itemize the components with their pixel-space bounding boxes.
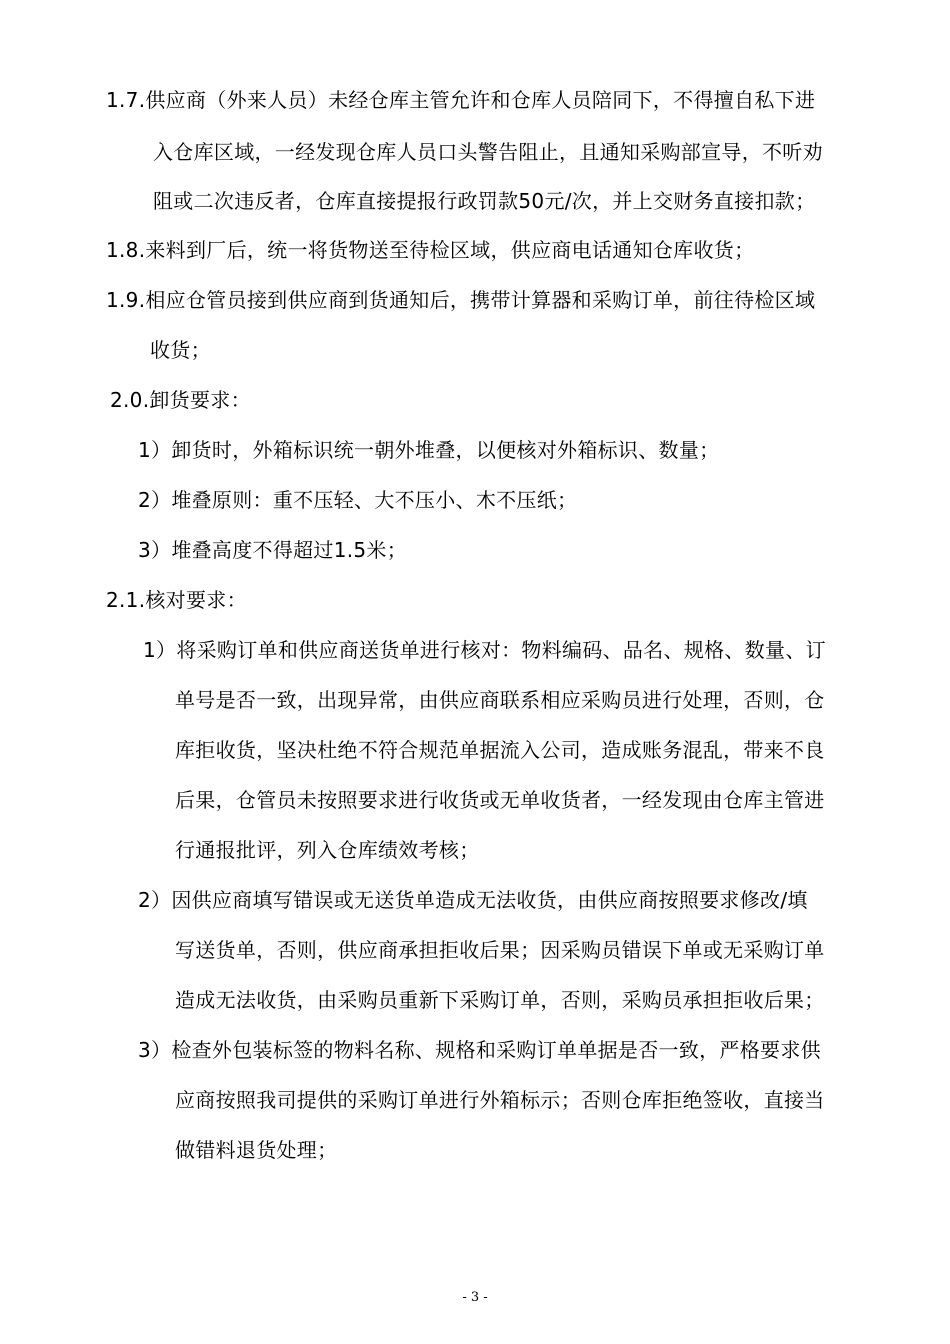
clause-1-9-line-2: 收货；	[150, 338, 211, 362]
check-item-3-line-2: 应商按照我司提供的采购订单进行外箱标示；否则仓库拒绝签收，直接当	[175, 1088, 825, 1112]
check-item-3-line-3: 做错料退货处理；	[175, 1138, 338, 1162]
clause-1-7-line-3: 阻或二次违反者，仓库直接提报行政罚款50元/次，并上交财务直接扣款；	[153, 189, 816, 213]
page-number: - 3 -	[462, 1290, 488, 1305]
unloading-item-2: 2）堆叠原则：重不压轻、大不压小、木不压纸；	[138, 488, 578, 512]
unloading-item-3: 3）堆叠高度不得超过1.5米；	[138, 538, 408, 562]
unloading-item-1: 1）卸货时，外箱标识统一朝外堆叠，以便核对外箱标识、数量；	[138, 438, 720, 462]
clause-1-8: 1.8.来料到厂后，统一将货物送至待检区域，供应商电话通知仓库收货；	[106, 238, 755, 262]
check-item-2-line-2: 写送货单，否则，供应商承担拒收后果；因采购员错误下单或无采购订单	[175, 938, 825, 962]
check-item-1-line-5: 行通报批评，列入仓库绩效考核；	[175, 838, 480, 862]
section-2-0-heading: 2.0.卸货要求：	[110, 388, 251, 412]
clause-1-7-line-2: 入仓库区域，一经发现仓库人员口头警告阻止，且通知采购部宣导，不听劝	[153, 140, 823, 164]
clause-1-9-line-1: 1.9.相应仓管员接到供应商到货通知后，携带计算器和采购订单，前往待检区域	[106, 288, 816, 312]
check-item-1-line-2: 单号是否一致，出现异常，由供应商联系相应采购员进行处理，否则，仓	[175, 688, 825, 712]
clause-1-7-line-1: 1.7.供应商（外来人员）未经仓库主管允许和仓库人员陪同下，不得擅自私下进	[106, 88, 816, 112]
check-item-2-line-1: 2）因供应商填写错误或无送货单造成无法收货，由供应商按照要求修改/填	[138, 888, 808, 912]
check-item-1-line-4: 后果，仓管员未按照要求进行收货或无单收货者，一经发现由仓库主管进	[175, 788, 825, 812]
check-item-1-line-1: 1）将采购订单和供应商送货单进行核对：物料编码、品名、规格、数量、订	[143, 638, 826, 662]
check-item-1-line-3: 库拒收货，坚决杜绝不符合规范单据流入公司，造成账务混乱，带来不良	[175, 738, 825, 762]
check-item-2-line-3: 造成无法收货，由采购员重新下采购订单，否则，采购员承担拒收后果；	[175, 988, 825, 1012]
section-2-1-heading: 2.1.核对要求：	[106, 588, 247, 612]
check-item-3-line-1: 3）检查外包装标签的物料名称、规格和采购订单单据是否一致，严格要求供	[138, 1038, 821, 1062]
